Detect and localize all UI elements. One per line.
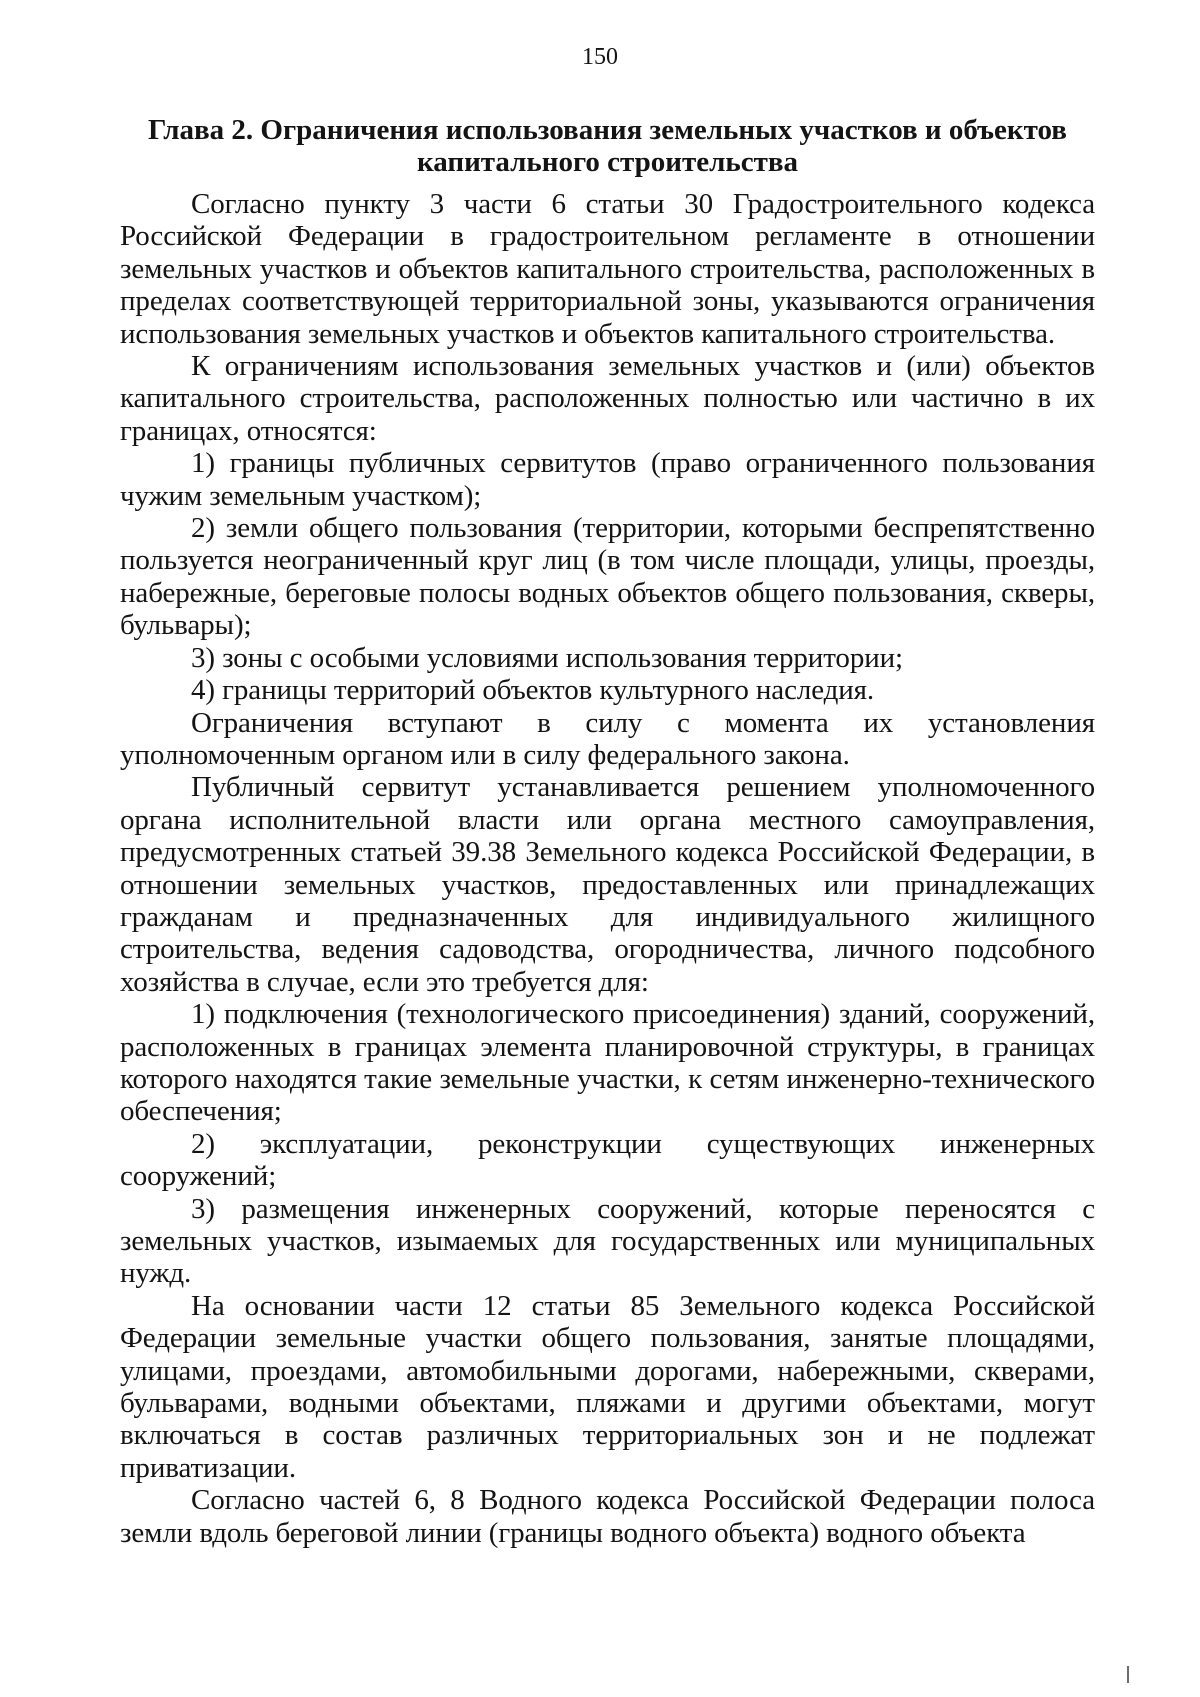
paragraph: Согласно частей 6, 8 Водного кодекса Российской Федерации полоса земли вдоль береговой линии (границы водного объекта) водного объекта: [120, 1484, 1095, 1549]
paragraph: Согласно пункту 3 части 6 статьи 30 Градостроительного кодекса Российской Федерации в градостроительном регламенте в отношении земельных участков и объектов капитального строительства, расположенных в пределах соответствующей территориальной зоны, указываются ограничения использования земельных участков и объектов капитального строительства.: [120, 188, 1095, 350]
list-item: 4) границы территорий объектов культурного наследия.: [191, 674, 875, 707]
list-item: 1) границы публичных сервитутов (право ограниченного пользования чужим земельным участком);: [120, 447, 1095, 512]
scan-mark: [1127, 1666, 1129, 1683]
list-item: 2) эксплуатации, реконструкции существующих инженерных сооружений;: [120, 1127, 1095, 1193]
list-item: 3) зоны с особыми условиями использования территории;: [191, 641, 904, 674]
paragraph: К ограничениям использования земельных участков и (или) объектов капитального строительства, расположенных полностью или частично в их границах, относятся:: [120, 350, 1095, 447]
document-body: [120, 188, 1095, 1549]
list-item: 3) размещения инженерных сооружений, которые переносятся с земельных участков, изымаемых для государственных или муниципальных нужд.: [120, 1192, 1095, 1290]
page-number: 150: [582, 44, 618, 70]
paragraph: Публичный сервитут устанавливается решением уполномоченного органа исполнительной власти или органа местного самоуправления, предусмотренных статьей 39.38 Земельного кодекса Российской Федерации, в отношении земельных участков, предоставленных или принадлежащих гражданам и предназначенных для индивидуального жилищного строительства, ведения садоводства, огородничества, личного подсобного хозяйства в случае, если это требуется для:: [120, 771, 1095, 998]
list-item: 1) подключения (технологического присоединения) зданий, сооружений, расположенных в границах элемента планировочной структуры, в границах которого находятся такие земельные участки, к сетям инженерно-технического обеспечения;: [120, 998, 1095, 1128]
paragraph: На основании части 12 статьи 85 Земельного кодекса Российской Федерации земельные участки общего пользования, занятые площадями, улицами, проездами, автомобильными дорогами, набережными, скверами, бульварами, водными объектами, пляжами и другими объектами, могут включаться в состав различных территориальных зон и не подлежат приватизации.: [120, 1289, 1095, 1484]
list-item: 2) земли общего пользования (территории, которыми беспрепятственно пользуется неограниченный круг лиц (в том числе площади, улицы, проезды, набережные, береговые полосы водных объектов общего пользования, скверы, бульвары);: [120, 512, 1095, 642]
chapter-heading: Глава 2. Ограничения использования земельных участков и объектов капитального строительства: [148, 114, 1067, 178]
paragraph: Ограничения вступают в силу с момента их установления уполномоченным органом или в силу федерального закона.: [120, 706, 1095, 771]
